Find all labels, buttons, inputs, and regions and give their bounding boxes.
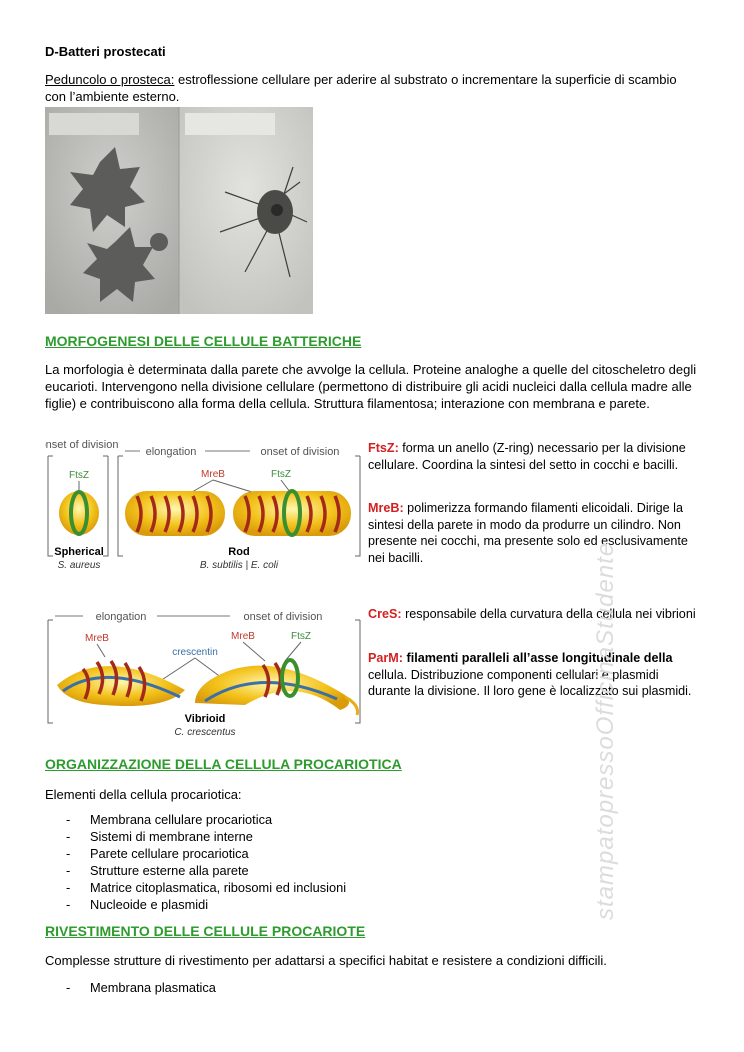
list-item: - Membrana cellulare procariotica — [66, 812, 273, 827]
watermark: stampatopressoOfficinaStudente — [592, 541, 619, 920]
list-item: - Parete cellulare procariotica — [66, 846, 249, 861]
label-spherical: Spherical — [54, 546, 104, 558]
heading-organizzazione: ORGANIZZAZIONE DELLA CELLULA PROCARIOTICA — [45, 756, 402, 772]
ftsz-label: FtsZ: — [368, 441, 399, 455]
prosthecate-micrograph — [45, 107, 313, 314]
label-elongation-vibrioid: elongation — [95, 611, 147, 623]
label-rod-species: B. subtilis | E. coli — [199, 560, 279, 571]
heading-morfogenesi: MORFOGENESI DELLE CELLULE BATTERICHE — [45, 333, 362, 349]
organizzazione-list — [66, 811, 346, 913]
list-item: - Strutture esterne alla parete — [66, 863, 249, 878]
cres-description — [368, 606, 704, 623]
list-item: - Membrana plasmatica — [66, 980, 216, 995]
figure-cell-division-vibrioid — [45, 605, 363, 739]
label-mreb-vibrioid-1: MreB — [85, 633, 109, 644]
label-s-aureus: S. aureus — [57, 560, 101, 571]
rivestimento-intro: Complesse strutture di rivestimento per adattarsi a specifici habitat e resistere a condizioni difficili. — [45, 953, 607, 968]
label-onset-of-division: onset of division — [45, 439, 119, 451]
parm-label: ParM: — [368, 651, 403, 665]
label-mreb-vibrioid-2: MreB — [231, 631, 255, 642]
label-vibrioid: Vibrioid — [184, 713, 226, 725]
label-ftsz-spherical: FtsZ — [69, 470, 89, 481]
peduncolo-definition: estroflessione cellulare per aderire al substrato o incrementare la superficie di scambio con l’ambiente esterno. — [45, 72, 677, 104]
parm-text: cellula. Distribuzione componenti cellulari e plasmidi durante la divisione. Il loro gene è localizzato sui plasmidi. — [368, 667, 692, 698]
peduncolo-term: Peduncolo o prosteca: — [45, 72, 175, 87]
mreb-label: MreB: — [368, 501, 404, 515]
list-item: - Matrice citoplasmatica, ribosomi ed inclusioni — [66, 880, 347, 895]
list-item: - Nucleoide e plasmidi — [66, 897, 209, 912]
heading-rivestimento: RIVESTIMENTO DELLE CELLULE PROCARIOTE — [45, 923, 366, 939]
label-ftsz-rod: FtsZ — [271, 469, 291, 480]
label-crescentin: crescentin — [172, 647, 218, 658]
label-elongation: elongation — [145, 446, 197, 458]
ftsz-text: forma un anello (Z-ring) necessario per la divisione cellulare. Coordina la sintesi del setto in cocchi e bacilli. — [368, 441, 686, 472]
ftsz-description — [368, 440, 704, 473]
cres-label: CreS: — [368, 607, 402, 621]
morfogenesi-paragraph: La morfologia è determinata dalla parete che avvolge la cellula. Proteine analoghe a quelle del citoscheletro degli eucarioti. Intervengono nella divisione cellulare (permettono di distribuire gli acidi nucleici dalla cellula madre alle figlie) e contribuiscono alla forma della cellula. Struttura filamentosa; interazione con membrana e parete. — [45, 362, 697, 411]
figure-cell-division-rod — [45, 436, 363, 574]
parm-description — [368, 650, 704, 700]
peduncolo-paragraph — [45, 71, 695, 105]
label-vibrioid-species: C. crescentus — [174, 727, 236, 738]
label-onset-of-division-2: onset of division — [260, 446, 340, 458]
section-title: D-Batteri prostecati — [45, 44, 166, 59]
mreb-description — [368, 500, 704, 566]
label-ftsz-vibrioid: FtsZ — [291, 631, 311, 642]
mreb-text: polimerizza formando filamenti elicoidali. Dirige la sintesi della parete in modo da produrre un cilindro. Non presente nei cocchi, ma presente solo ed esclusivamente nei bacilli. — [368, 501, 688, 565]
cres-text: responsabile della curvatura della cellula nei vibrioni — [401, 607, 696, 621]
list-item: - Sistemi di membrane interne — [66, 829, 253, 844]
rivestimento-list — [66, 979, 216, 996]
label-onset-vibrioid: onset of division — [243, 611, 323, 623]
label-mreb: MreB — [201, 469, 225, 480]
label-rod: Rod — [228, 546, 250, 558]
organizzazione-intro: Elementi della cellula procariotica: — [45, 787, 242, 802]
parm-text-bold: filamenti paralleli all’asse longitudinale della — [403, 651, 673, 665]
